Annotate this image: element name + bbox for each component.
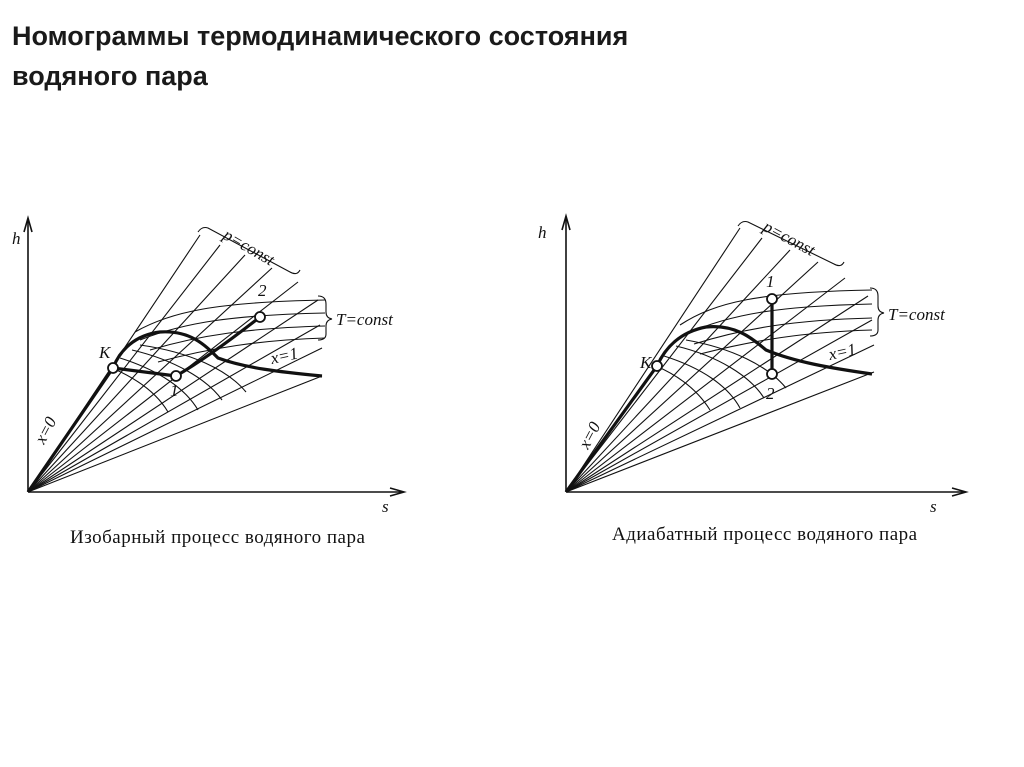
right-point-1-label: 1 bbox=[766, 272, 775, 291]
left-s-label: s bbox=[382, 497, 389, 516]
right-caption: Адиабатный процесс водяного пара bbox=[612, 524, 918, 545]
right-diagram bbox=[538, 216, 966, 516]
left-T-label: T=const bbox=[336, 310, 393, 329]
right-p-label: p=const bbox=[760, 216, 819, 260]
right-point-2-label: 2 bbox=[766, 384, 775, 403]
left-x0-label: x=0 bbox=[30, 413, 61, 447]
right-point-2 bbox=[767, 369, 777, 379]
right-saturation-curve bbox=[566, 327, 872, 492]
left-p-label: p=const bbox=[220, 225, 278, 270]
left-point-2-label: 2 bbox=[258, 281, 267, 300]
right-s-label: s bbox=[930, 497, 937, 516]
left-x1-label: x=1 bbox=[268, 343, 300, 368]
left-K-label: K bbox=[99, 343, 111, 362]
right-K-label: K bbox=[640, 353, 652, 372]
title-line-1: Номограммы термодинамического состояния bbox=[12, 21, 629, 51]
right-h-label: h bbox=[538, 223, 547, 242]
right-T-bracket bbox=[870, 288, 884, 336]
right-point-1 bbox=[767, 294, 777, 304]
right-T-label: T=const bbox=[888, 305, 945, 324]
left-diagram bbox=[12, 218, 404, 516]
right-isobars bbox=[566, 228, 874, 492]
right-point-K bbox=[652, 361, 662, 371]
left-h-label: h bbox=[12, 229, 21, 248]
left-caption: Изобарный процесс водяного пара bbox=[70, 527, 366, 548]
title-line-2: водяного пара bbox=[12, 61, 208, 91]
right-x0-label: x=0 bbox=[574, 418, 605, 452]
left-point-1 bbox=[171, 371, 181, 381]
left-T-bracket bbox=[318, 296, 332, 340]
left-point-1-label: 1 bbox=[170, 381, 179, 400]
left-point-2 bbox=[255, 312, 265, 322]
left-point-K bbox=[108, 363, 118, 373]
right-x1-label: x=1 bbox=[826, 339, 858, 364]
